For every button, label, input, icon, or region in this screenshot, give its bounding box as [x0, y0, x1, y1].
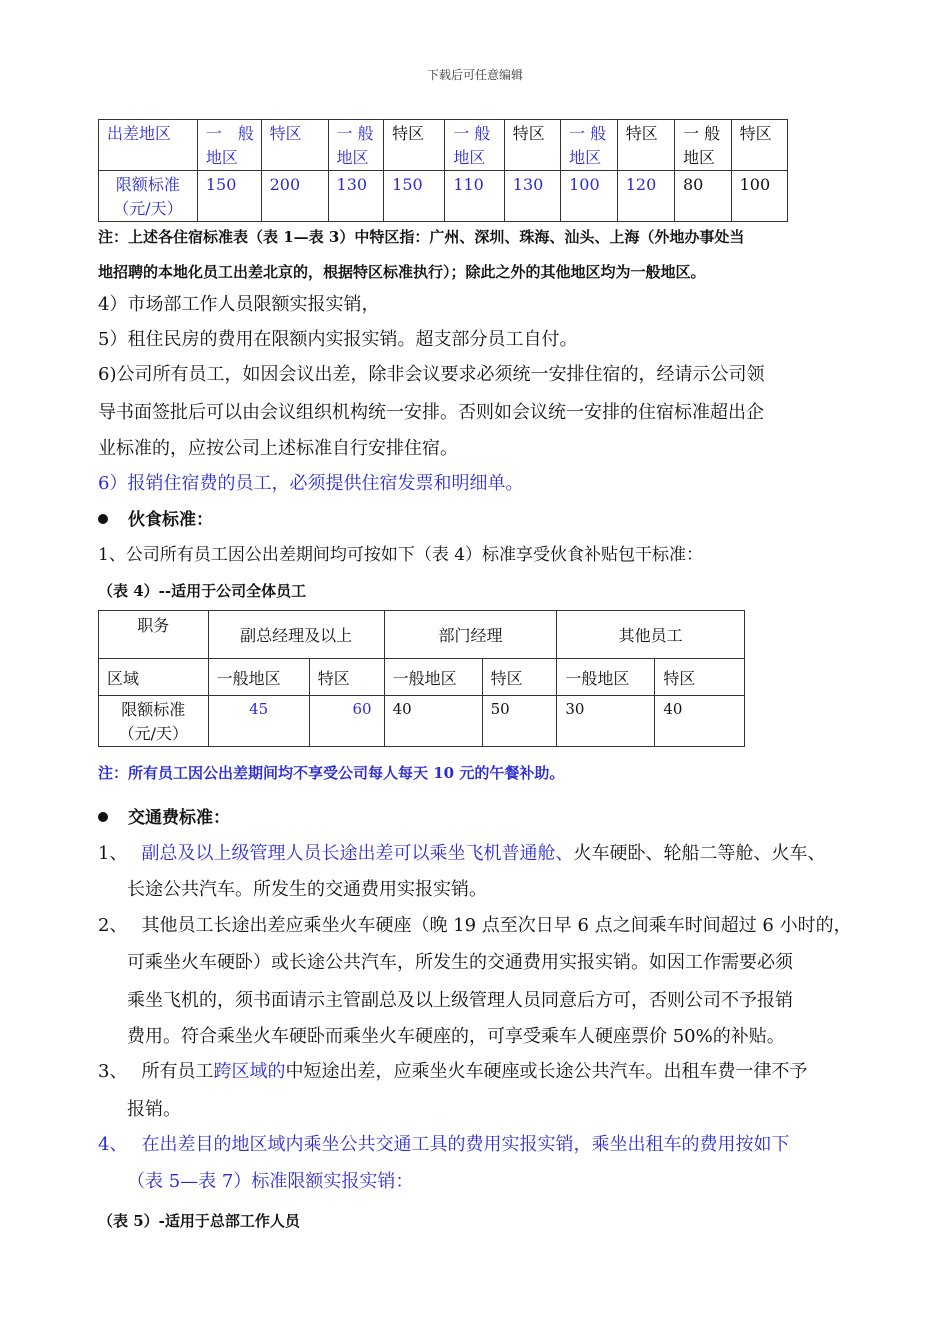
transport-item-2 [98, 914, 852, 938]
paragraph-6-line3: 业标准的，应按公司上述标准自行安排住宿。 [98, 438, 458, 459]
table-cell: 特区 [504, 120, 560, 171]
table-cell: 200 [261, 171, 328, 222]
meal-table [98, 610, 745, 747]
item-number: 3、 [98, 1061, 128, 1082]
meal-heading-text: 伙食标准： [128, 510, 213, 530]
table-cell: 100 [731, 171, 787, 222]
table-cell: 特区 [384, 120, 445, 171]
paragraph-5: 5）租住民房的费用在限额内实报实销。超支部分员工自付。 [98, 329, 578, 350]
transport-heading [98, 806, 230, 830]
table-cell: 一 般 地区 [675, 120, 732, 171]
note-lunch-subsidy: 注：所有员工因公出差期间均不享受公司每人每天 10 元的午餐补助。 [98, 764, 565, 782]
item-text: 火车硬卧、轮船二等舱、火车、 [573, 843, 826, 864]
paragraph-6-receipt: 6）报销住宿费的员工，必须提供住宿发票和明细单。 [98, 473, 524, 494]
table-cell: 一般地区 [384, 659, 482, 696]
note-special-areas-1: 注：上述各住宿标准表（表 1—表 3）中特区指：广州、深圳、珠海、汕头、上海（外地办事处当 [98, 228, 745, 246]
item-text: 中短途出差，应乘坐火车硬座或长途公共汽车。出租车费一律不予 [285, 1061, 808, 1082]
table-cell: 特区 [482, 659, 557, 696]
table-cell: 150 [384, 171, 445, 222]
table-row [99, 696, 745, 747]
lodging-table [98, 119, 788, 222]
table-cell: 一般地区 [557, 659, 655, 696]
table-cell: 特区 [309, 659, 384, 696]
meal-heading [98, 508, 213, 532]
table-cell: 限额标准 （元/天） [99, 696, 209, 747]
transport-item-4 [98, 1133, 789, 1157]
transport-item-2-line4: 费用。符合乘坐火车硬卧而乘坐火车硬座的，可享受乘车人硬座票价 50%的补贴。 [127, 1026, 785, 1047]
table-cell: 40 [655, 696, 745, 747]
item-number: 2、 [98, 915, 128, 936]
table-cell: 职务 [99, 611, 209, 659]
meal-item-1: 1、公司所有员工因公出差期间均可按如下（表 4）标准享受伙食补贴包干标准： [98, 545, 704, 565]
item-text: 其他员工长途出差应乘坐火车硬座（晚 19 点至次日早 6 点之间乘车时间超过 6 小时的， [141, 915, 852, 936]
transport-item-1 [98, 842, 825, 866]
table-cell: 30 [557, 696, 655, 747]
item-number: 4、 [98, 1134, 128, 1155]
table-cell: 150 [197, 171, 261, 222]
paragraph-6-line2: 导书面签批后可以由会议组织机构统一安排。否则如会议统一安排的住宿标准超出企 [98, 402, 764, 423]
table-cell: 一 般 地区 [445, 120, 504, 171]
table-cell: 其他员工 [557, 611, 745, 659]
paragraph-6-line1: 6)公司所有员工，如因会议出差，除非会议要求必须统一安排住宿的，经请示公司领 [98, 364, 765, 385]
item-text-highlight: 跨区域的 [213, 1061, 286, 1082]
page-header: 下载后可任意编辑 [426, 68, 523, 82]
table-cell: 110 [445, 171, 504, 222]
transport-item-2-line3: 乘坐飞机的，须书面请示主管副总及以上级管理人员同意后方可，否则公司不予报销 [127, 990, 793, 1011]
table-cell: 80 [675, 171, 732, 222]
table-cell: 一般地区 [208, 659, 309, 696]
item-number: 1、 [98, 843, 128, 864]
table-cell: 区域 [99, 659, 209, 696]
table-cell: 部门经理 [384, 611, 557, 659]
table4-caption: （表 4）--适用于公司全体员工 [98, 582, 307, 600]
table-cell: 130 [328, 171, 384, 222]
paragraph-4: 4）市场部工作人员限额实报实销， [98, 294, 380, 315]
bullet-icon [98, 514, 108, 524]
table-cell: 限额标准 （元/天） [99, 171, 198, 222]
table-cell: 120 [617, 171, 674, 222]
table-cell: 出差地区 [99, 120, 198, 171]
item-text-highlight: 副总及以上级管理人员长途出差可以乘坐飞机普通舱、 [141, 843, 574, 864]
item-text: 所有员工 [141, 1061, 214, 1082]
table5-caption: （表 5）-适用于总部工作人员 [98, 1212, 300, 1230]
table-cell: 45 [208, 696, 309, 747]
transport-heading-text: 交通费标准： [128, 808, 230, 828]
table-cell: 一 般 地区 [328, 120, 384, 171]
bullet-icon [98, 812, 108, 822]
note-special-areas-2: 地招聘的本地化员工出差北京的，根据特区标准执行）；除此之外的其他地区均为一般地区。 [98, 263, 706, 281]
table-cell: 40 [384, 696, 482, 747]
table-cell: 特区 [655, 659, 745, 696]
table-cell: 特区 [617, 120, 674, 171]
table-row [99, 120, 788, 171]
table-cell: 130 [504, 171, 560, 222]
transport-item-3-line2: 报销。 [127, 1099, 181, 1120]
table-cell: 一 般 地区 [197, 120, 261, 171]
table-cell: 副总经理及以上 [208, 611, 384, 659]
table-cell: 50 [482, 696, 557, 747]
table-cell: 60 [309, 696, 384, 747]
item-text: 在出差目的地区域内乘坐公共交通工具的费用实报实销，乘坐出租车的费用按如下 [141, 1134, 790, 1155]
table-row [99, 659, 745, 696]
table-row [99, 611, 745, 659]
table-cell: 特区 [261, 120, 328, 171]
table-cell: 特区 [731, 120, 787, 171]
transport-item-4-line2: （表 5—表 7）标准限额实报实销： [127, 1171, 414, 1192]
transport-item-2-line2: 可乘坐火车硬卧）或长途公共汽车，所发生的交通费用实报实销。如因工作需要必须 [127, 952, 793, 973]
table-cell: 100 [561, 171, 618, 222]
table-row [99, 171, 788, 222]
transport-item-1-line2: 长途公共汽车。所发生的交通费用实报实销。 [127, 879, 487, 900]
table-cell: 一 般 地区 [561, 120, 618, 171]
transport-item-3 [98, 1060, 807, 1084]
